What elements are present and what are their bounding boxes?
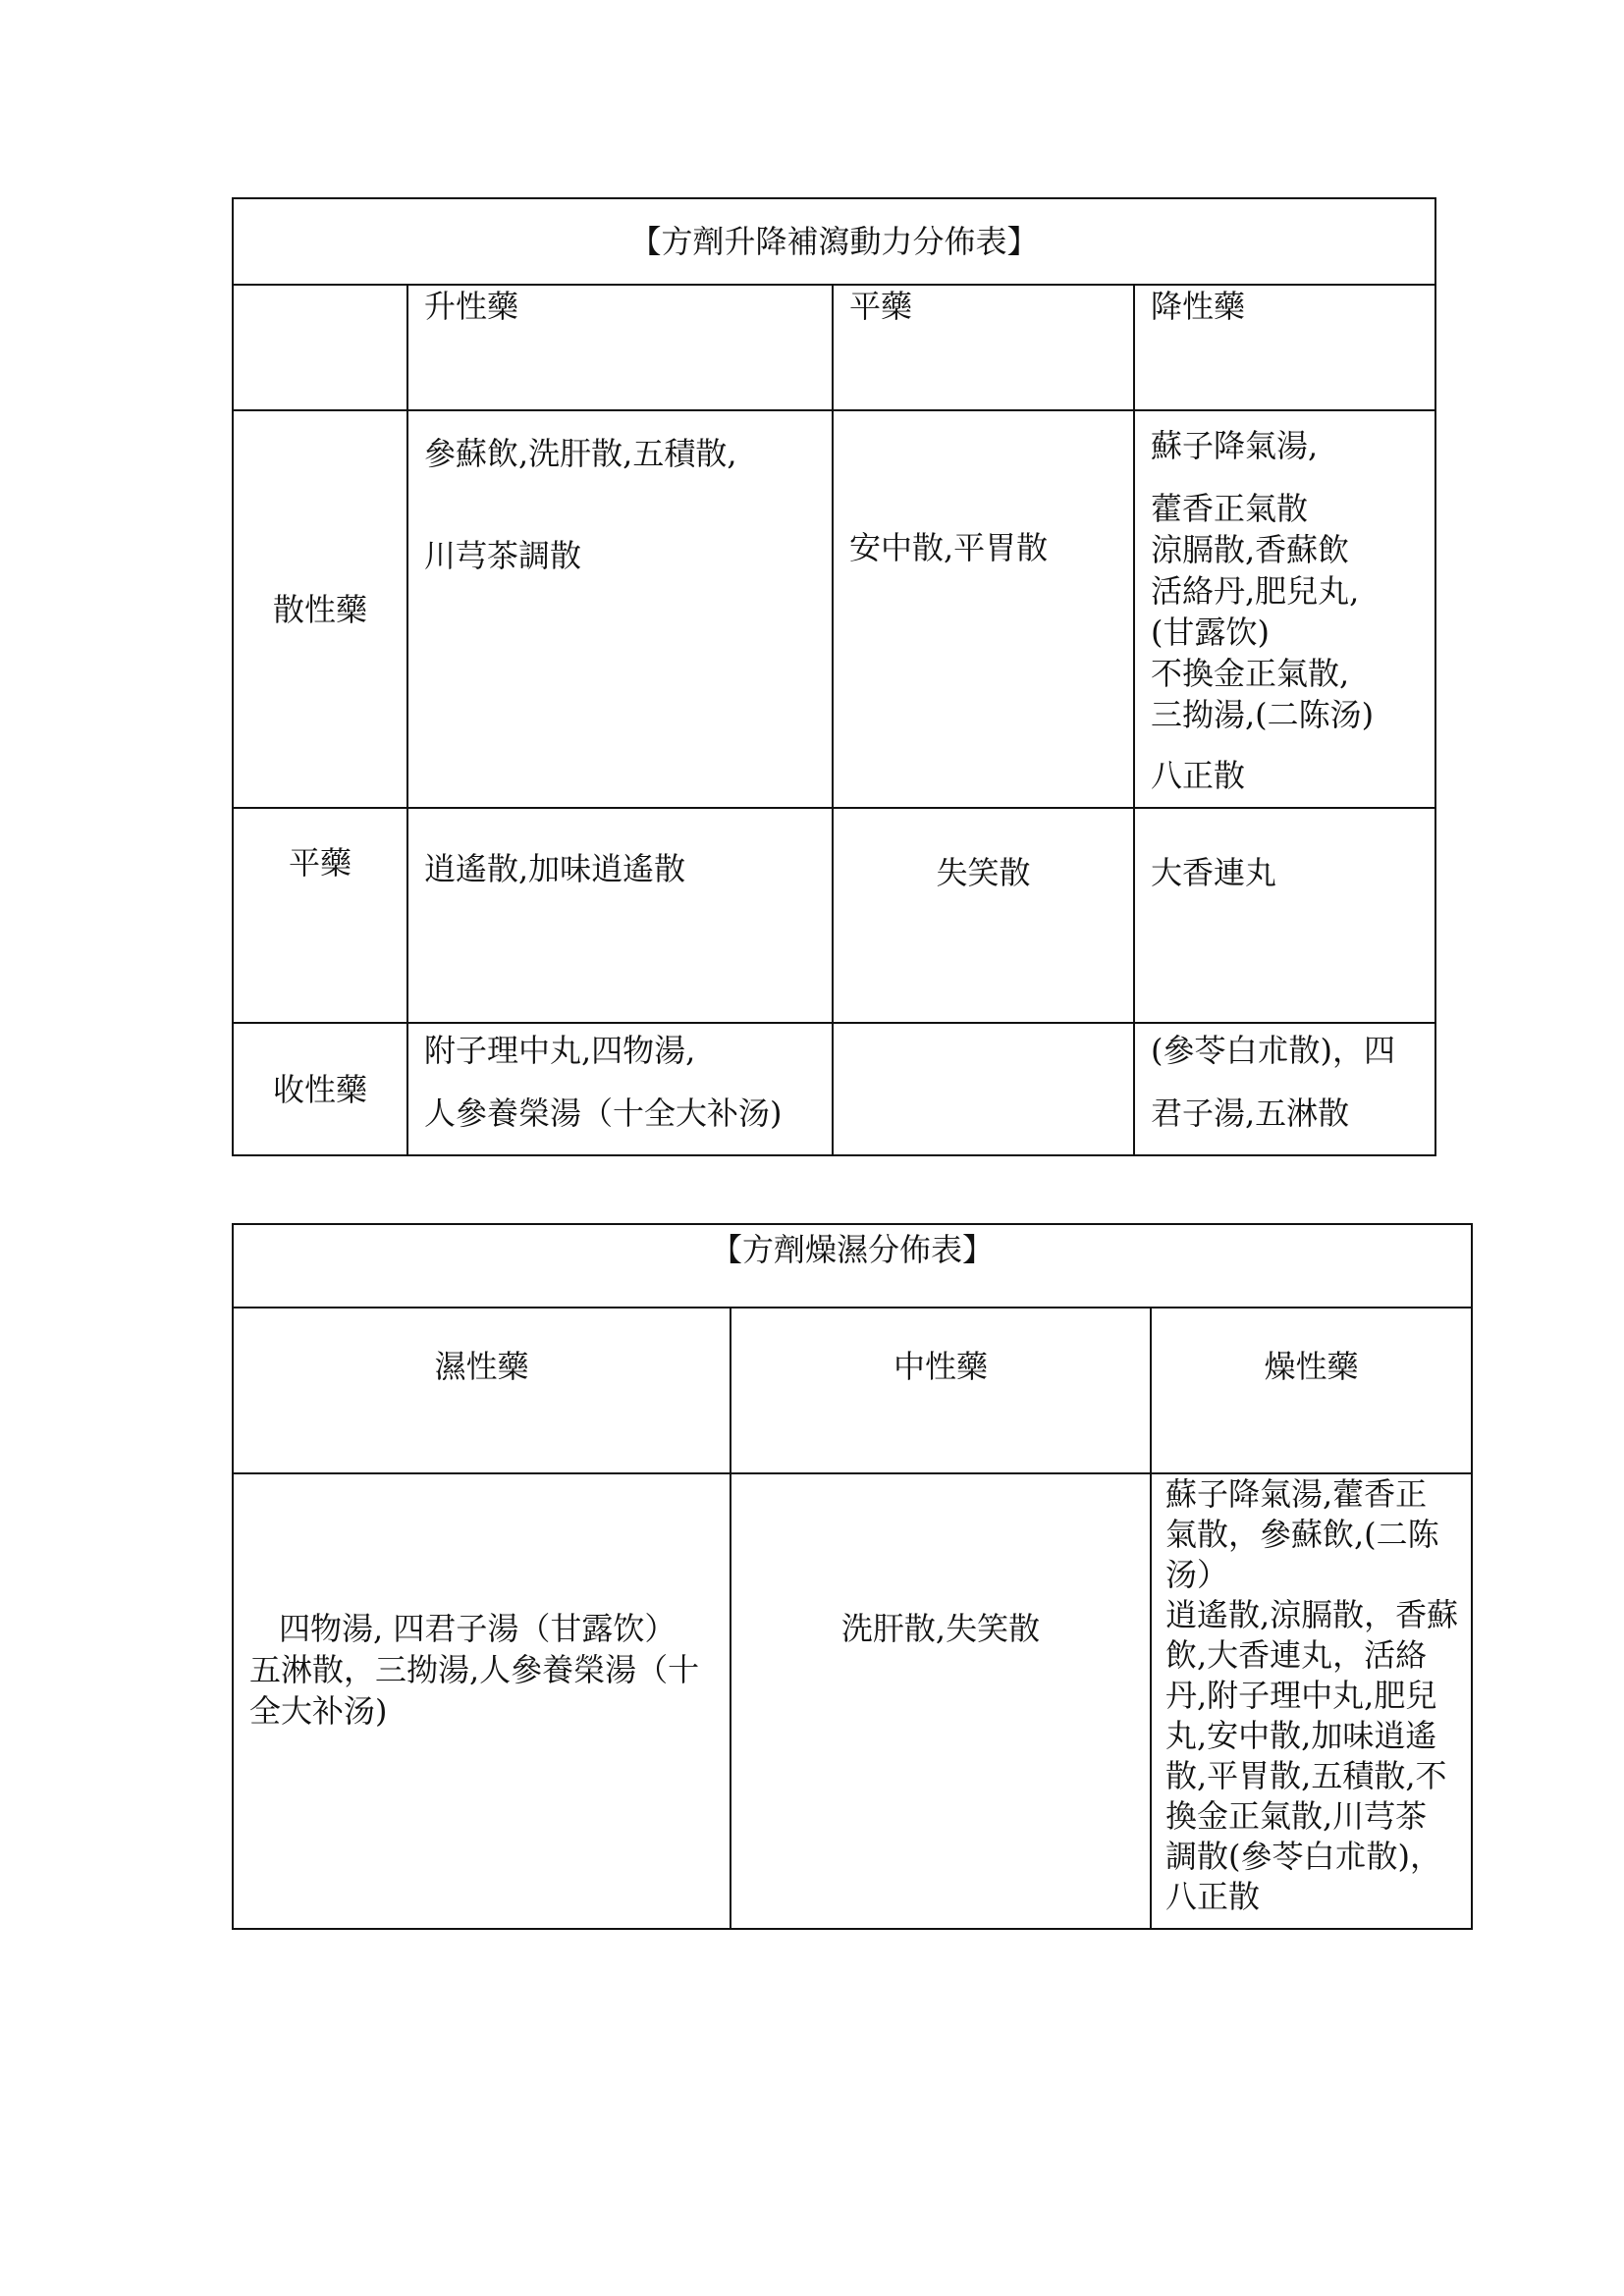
cell-neutral: 洗肝散,失笑散 (731, 1473, 1151, 1929)
cell-text: 全大补汤) (249, 1692, 388, 1730)
cell-text: 參蘇飲,洗肝散,五積散, (424, 435, 737, 472)
table2-header-neutral: 中性藥 (731, 1308, 1151, 1473)
cell-text: 丸,安中散,加味逍遙 (1165, 1717, 1437, 1754)
table-lift-descend (232, 197, 1436, 1156)
cell-text: 蘇子降氣湯,藿香正 (1165, 1475, 1428, 1513)
cell-text: 調散(參苓白朮散)， (1165, 1838, 1441, 1875)
table-row (233, 410, 1435, 808)
row-label-flat: 平藥 (233, 808, 407, 1023)
cell-text: 蘇子降氣湯, (1151, 427, 1319, 464)
cell-text: 涼膈散,香蘇飲 (1151, 531, 1350, 568)
cell-text: 逍遙散,加味逍遙散 (424, 850, 686, 887)
table1-header-down: 降性藥 (1134, 285, 1435, 410)
cell-text: 藿香正氣散 (1151, 490, 1309, 527)
row-label-scatter: 散性藥 (233, 410, 407, 808)
cell-text: (甘露饮) (1151, 614, 1270, 651)
cell-text: 氣散，參蘇飲,(二陈 (1165, 1516, 1439, 1553)
cell-flat-down (1134, 808, 1435, 1023)
table-row (233, 1023, 1435, 1155)
cell-text: 四物湯, 四君子湯（甘露饮） (279, 1610, 677, 1647)
table-row (233, 1473, 1472, 1929)
row-label-astringe: 收性藥 (233, 1023, 407, 1155)
table-dry-wet (232, 1223, 1473, 1930)
cell-text: 散,平胃散,五積散,不 (1165, 1757, 1447, 1794)
cell-text: 八正散 (1151, 757, 1246, 794)
table1-title: 【方劑升降補瀉動力分佈表】 (233, 198, 1435, 285)
table1-header-flat: 平藥 (833, 285, 1134, 410)
cell-flat-up (407, 808, 833, 1023)
cell-text: 丹,附子理中丸,肥兒 (1165, 1677, 1437, 1714)
table-row (233, 808, 1435, 1023)
table1-corner-cell (233, 285, 407, 410)
cell-text: 人參養榮湯（十全大补汤) (424, 1095, 783, 1132)
cell-flat-flat: 失笑散 (833, 808, 1134, 1023)
cell-text: 逍遙散,涼膈散，香蘇 (1165, 1596, 1459, 1633)
cell-text: 君子湯,五淋散 (1151, 1095, 1350, 1132)
cell-wet (233, 1473, 731, 1929)
cell-text: 飲,大香連丸，活絡 (1165, 1636, 1428, 1674)
cell-dry (1151, 1473, 1472, 1929)
table2-header-dry: 燥性藥 (1151, 1308, 1472, 1473)
cell-text: 汤） (1165, 1556, 1229, 1593)
cell-astringe-flat (833, 1023, 1134, 1155)
cell-text: 三拗湯,(二陈汤) (1151, 696, 1375, 733)
cell-astringe-down (1134, 1023, 1435, 1155)
cell-text: 八正散 (1165, 1878, 1261, 1915)
cell-text: 五淋散，三拗湯,人參養榮湯（十 (249, 1651, 700, 1688)
cell-text: 川芎茶調散 (424, 537, 582, 574)
cell-text: (參苓白朮散)，四 (1151, 1032, 1395, 1069)
table1-header-up: 升性藥 (407, 285, 833, 410)
cell-text: 換金正氣散,川芎茶 (1165, 1797, 1428, 1835)
cell-text: 活絡丹,肥兒丸, (1151, 572, 1360, 610)
cell-text: 大香連丸 (1151, 854, 1277, 891)
table2-title: 【方劑燥濕分佈表】 (233, 1224, 1472, 1308)
cell-text: 附子理中丸,四物湯, (424, 1032, 696, 1069)
table2-header-wet: 濕性藥 (233, 1308, 731, 1473)
cell-text: 不換金正氣散, (1151, 655, 1350, 692)
cell-scatter-down (1134, 410, 1435, 808)
cell-scatter-up (407, 410, 833, 808)
cell-scatter-flat: 安中散,平胃散 (833, 410, 1134, 808)
cell-astringe-up (407, 1023, 833, 1155)
